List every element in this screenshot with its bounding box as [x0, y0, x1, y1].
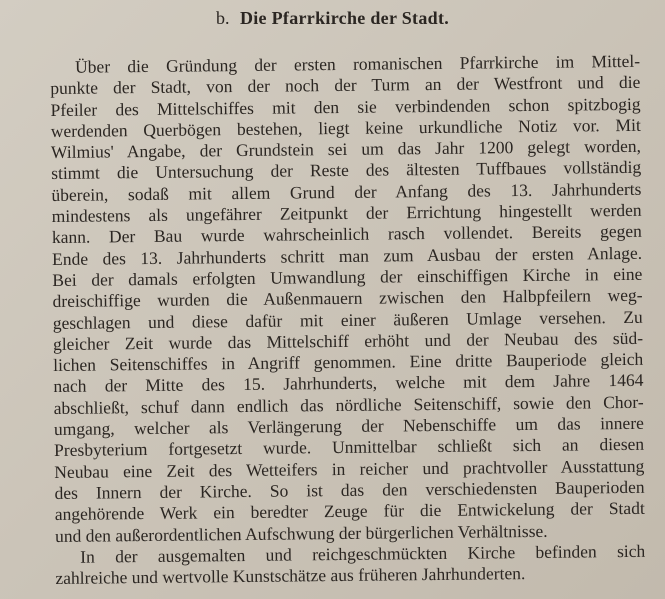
text-line: Presbyterium fortgesetzt wurde. Unmittelbar schließt sich an diesen	[54, 434, 645, 461]
text-line: Ende des 13. Jahrhunderts schritt man zum Ausbau der ersten Anlage.	[52, 242, 643, 269]
text-line: überein, sodaß mit allem Grund der Anfang des 13. Jahrhunderts	[51, 178, 642, 205]
text-line: lichen Seitenschiffes in Angriff genommen. Eine dritte Bauperiode gleich	[53, 348, 644, 376]
text-line: werdenden Querbögen bestehen, liegt keine urkundliche Notiz vor. Mit	[50, 114, 641, 141]
text-line: angehörende Werk ein beredter Zeuge für die Entwickelung der Stadt	[54, 498, 645, 525]
body-text	[50, 51, 646, 590]
text-line: stimmt die Untersuchung der Reste des ältesten Tuffbaues vollständig	[51, 157, 642, 184]
text-line: punkte der Stadt, von der noch der Turm an der Westfront und die	[50, 72, 641, 99]
text-line: abschließt, schuf dann endlich das nördliche Seitenschiff, sowie den Chor-	[53, 391, 644, 418]
text-line: Über die Gründung der ersten romanischen Pfarrkirche im Mittel-	[74, 50, 641, 77]
text-line: des Innern der Kirche. So ist das den verschiedensten Bauperioden	[54, 476, 645, 503]
section-number: b.	[215, 8, 230, 28]
text-line: zahlreiche und wertvolle Kunstschätze aus früheren Jahrhunderten.	[55, 563, 526, 589]
text-line: In der ausgemalten und reichgeschmückten Kirche befinden sich	[80, 540, 646, 567]
text-line: Wilmius' Angabe, der Grundstein sei um das Jahr 1200 gelegt worden,	[50, 136, 642, 163]
text-line: kann. Der Bau wurde wahrscheinlich rasch vollendet. Bereits gegen	[51, 221, 642, 248]
text-line: nach der Mitte des 15. Jahrhunderts, welche mit dem Jahre 1464	[53, 370, 644, 397]
text-line: Bei der damals erfolgten Umwandlung der einschiffigen Kirche in eine	[52, 263, 643, 290]
text-line: mindestens als ungefährer Zeitpunkt der Errichtung hingestellt werden	[51, 199, 642, 227]
text-line: umgang, welcher als Verlängerung der Nebenschiffe um das innere	[53, 412, 644, 440]
text-line: geschlagen und diese dafür mit einer äußeren Umlage versehen. Zu	[52, 306, 643, 333]
section-heading	[0, 8, 665, 29]
text-line: gleicher Zeit wurde das Mittelschiff erhöht und der Neubau des süd-	[52, 327, 644, 354]
text-line: Neubau eine Zeit des Wetteifers in reicher und prachtvoller Ausstattung	[54, 455, 645, 482]
text-line: und den außerordentlichen Aufschwung der bürgerlichen Verhältnisse.	[54, 520, 548, 546]
text-line: dreischiffige wurden die Außenmauern zwischen den Halbpfeilern weg-	[52, 285, 643, 312]
section-title: Die Pfarrkirche der Stadt.	[239, 8, 450, 28]
text-line: Pfeiler des Mittelschiffes mit den sie verbindenden schon spitzbogig	[50, 93, 641, 120]
